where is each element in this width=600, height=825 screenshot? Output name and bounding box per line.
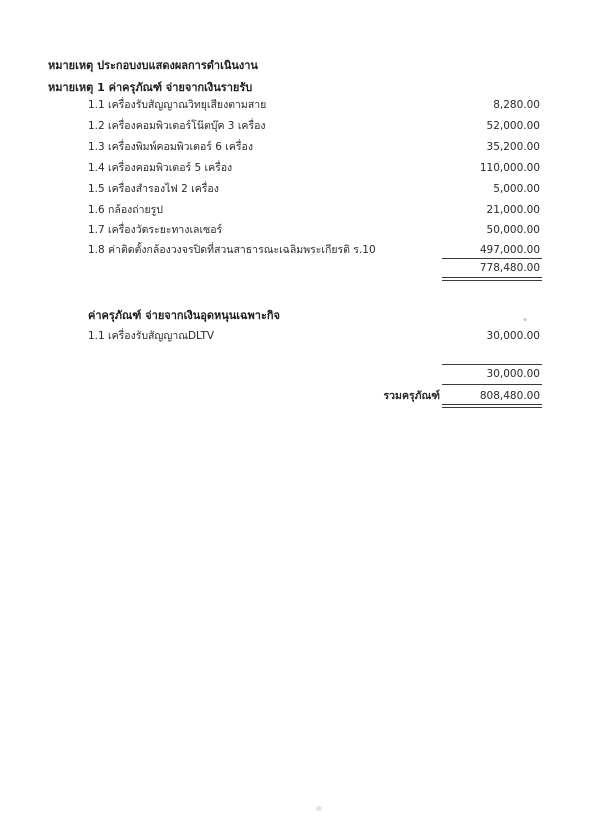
item-label: 1.4 เครื่องคอมพิวเตอร์ 5 เครื่อง (88, 162, 233, 174)
subtotal-rule (442, 364, 542, 365)
scan-speck (523, 318, 527, 321)
subtotal-rule (442, 384, 542, 385)
item-amount: 50,000.00 (486, 224, 540, 236)
subtotal-double-rule (442, 277, 542, 281)
section2-subtotal: 30,000.00 (486, 368, 540, 380)
item-label: 1.1 เครื่องรับสัญญาณวิทยุเสียงตามสาย (88, 99, 267, 111)
item-label: 1.2 เครื่องคอมพิวเตอร์โน๊ตบุ๊ค 3 เครื่อง (88, 120, 266, 132)
grand-total-amount: 808,480.00 (479, 390, 540, 402)
grand-total-double-rule (442, 404, 542, 408)
item-label: 1.3 เครื่องพิมพ์คอมพิวเตอร์ 6 เครื่อง (88, 141, 253, 153)
list-item (88, 181, 540, 197)
list-item (88, 242, 540, 258)
section1-subtotal: 778,480.00 (479, 262, 540, 274)
list-item (88, 202, 540, 218)
list-item (88, 139, 540, 155)
note-title: หมายเหตุ ประกอบงบแสดงผลการดำเนินงาน (48, 59, 258, 72)
item-label: 1.1 เครื่องรับสัญญาณDLTV (88, 330, 215, 342)
item-label: 1.5 เครื่องสำรองไฟ 2 เครื่อง (88, 183, 219, 195)
item-amount: 8,280.00 (493, 99, 540, 111)
item-amount: 52,000.00 (486, 120, 540, 132)
section2-title: ค่าครุภัณฑ์ จ่ายจากเงินอุดหนุนเฉพาะกิจ (88, 309, 280, 322)
item-label: 1.8 ค่าติดตั้งกล้องวงจรปิดที่สวนสาธารณะเฉลิมพระเกียรติ ร.10 (88, 244, 376, 256)
list-item (88, 328, 540, 344)
item-label: 1.6 กล้องถ่ายรูป (88, 204, 163, 216)
list-item (88, 118, 540, 134)
item-amount: 35,200.00 (486, 141, 540, 153)
list-item (88, 160, 540, 176)
list-item (88, 222, 540, 238)
scan-speck (316, 806, 322, 811)
grand-total-label: รวมครุภัณฑ์ (383, 390, 440, 402)
item-amount: 5,000.00 (493, 183, 540, 195)
note1-title: หมายเหตุ 1 ค่าครุภัณฑ์ จ่ายจากเงินรายรับ (48, 81, 253, 94)
item-amount: 30,000.00 (486, 330, 540, 342)
item-label: 1.7 เครื่องวัดระยะทางเลเซอร์ (88, 224, 223, 236)
subtotal-rule (442, 258, 542, 259)
item-amount: 21,000.00 (486, 204, 540, 216)
item-amount: 497,000.00 (479, 244, 540, 256)
item-amount: 110,000.00 (479, 162, 540, 174)
list-item (88, 97, 540, 113)
